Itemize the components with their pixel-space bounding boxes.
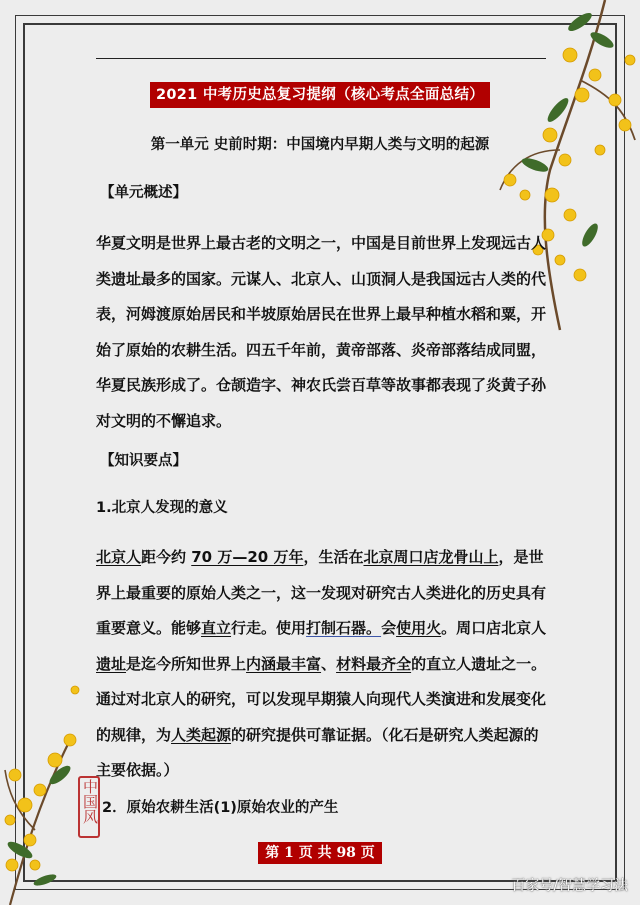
point1-line-6 [96, 718, 548, 754]
underlined-term: 内涵最丰富 [246, 654, 322, 673]
overview-line: 华夏民族形成了。仓颉造字、神农氏尝百草等故事都表现了炎黄子孙 [96, 376, 547, 394]
point1-heading: 1.北京人发现的意义 [96, 500, 228, 516]
point1-line-5: 通过对北京人的研究，可以发现早期猿人向现代人类演进和发展变化 [96, 690, 547, 708]
text-span: 的研究提供可靠证据。（化石是研究人类起源的 [231, 725, 539, 744]
overview-line: 类遗址最多的国家。元谋人、北京人、山顶洞人是我国远古人类的代 [96, 269, 547, 288]
point1-line-1 [96, 540, 548, 576]
knowledge-tag: 【知识要点】 [100, 453, 187, 469]
underlined-term: 遗址 [96, 654, 127, 673]
point1-line-3 [96, 611, 548, 647]
seal-text: 中国风 [81, 779, 99, 824]
text-span: 、 [321, 654, 337, 673]
text-span: 的直立人遗址之一。 [411, 654, 547, 673]
source-watermark: 百家号/智慧学习法 [511, 878, 628, 894]
overview-tag: 【单元概述】 [100, 185, 187, 201]
unit-heading: 第一单元 史前时期：中国境内早期人类与文明的起源 [150, 137, 490, 153]
underlined-term: 北京周口店龙骨山上 [363, 548, 499, 566]
overview-line: 华夏文明是世界上最古老的文明之一，中国是目前世界上发现远古人 [96, 234, 547, 252]
chinese-seal-stamp [78, 776, 100, 838]
underlined-term: 人类起源 [171, 725, 232, 744]
page-number: 第 1 页 共 98 页 [258, 842, 382, 864]
document-title: 2021 中考历史总复习提纲（核心考点全面总结） [150, 82, 490, 108]
overview-line: 对文明的不懈追求。 [96, 411, 232, 430]
underlined-term: 打制石器。 [306, 619, 382, 637]
text-span: 。周口店北京人 [441, 619, 547, 637]
text-span: 的规律，为 [96, 725, 172, 744]
underlined-term: 直立 [201, 619, 232, 637]
point1-line-2: 界上最重要的原始人类之一，这一发现对研究古人类进化的历史具有 [96, 583, 547, 602]
text-span: 是迄今所知世界上 [126, 654, 247, 673]
point1-line-7: 主要依据。） [96, 761, 179, 779]
overview-paragraph [96, 226, 548, 439]
text-span: ，是世 [498, 548, 544, 566]
point2-heading: 2．原始农耕生活(1)原始农业的产生 [102, 800, 339, 816]
text-span: 重要意义。能够 [96, 619, 202, 637]
underlined-term: 北京人 [96, 548, 142, 566]
point1-line-4 [96, 647, 548, 683]
underlined-term: 70 万—20 万年 [191, 548, 304, 566]
overview-line: 表，河姆渡原始居民和半坡原始居民在世界上最早种植水稻和粟，开 [96, 305, 547, 323]
text-span: 行走。使用 [231, 619, 307, 637]
text-span: 距今约 [141, 548, 192, 566]
point1-paragraph [96, 540, 548, 789]
underlined-term: 使用火 [396, 619, 442, 637]
underlined-term: 材料最齐全 [336, 654, 412, 673]
overview-line: 始了原始的农耕生活。四五千年前，黄帝部落、炎帝部落结成同盟， [96, 340, 547, 359]
text-span: ，生活在 [303, 548, 364, 566]
text-span: 会 [381, 619, 397, 637]
